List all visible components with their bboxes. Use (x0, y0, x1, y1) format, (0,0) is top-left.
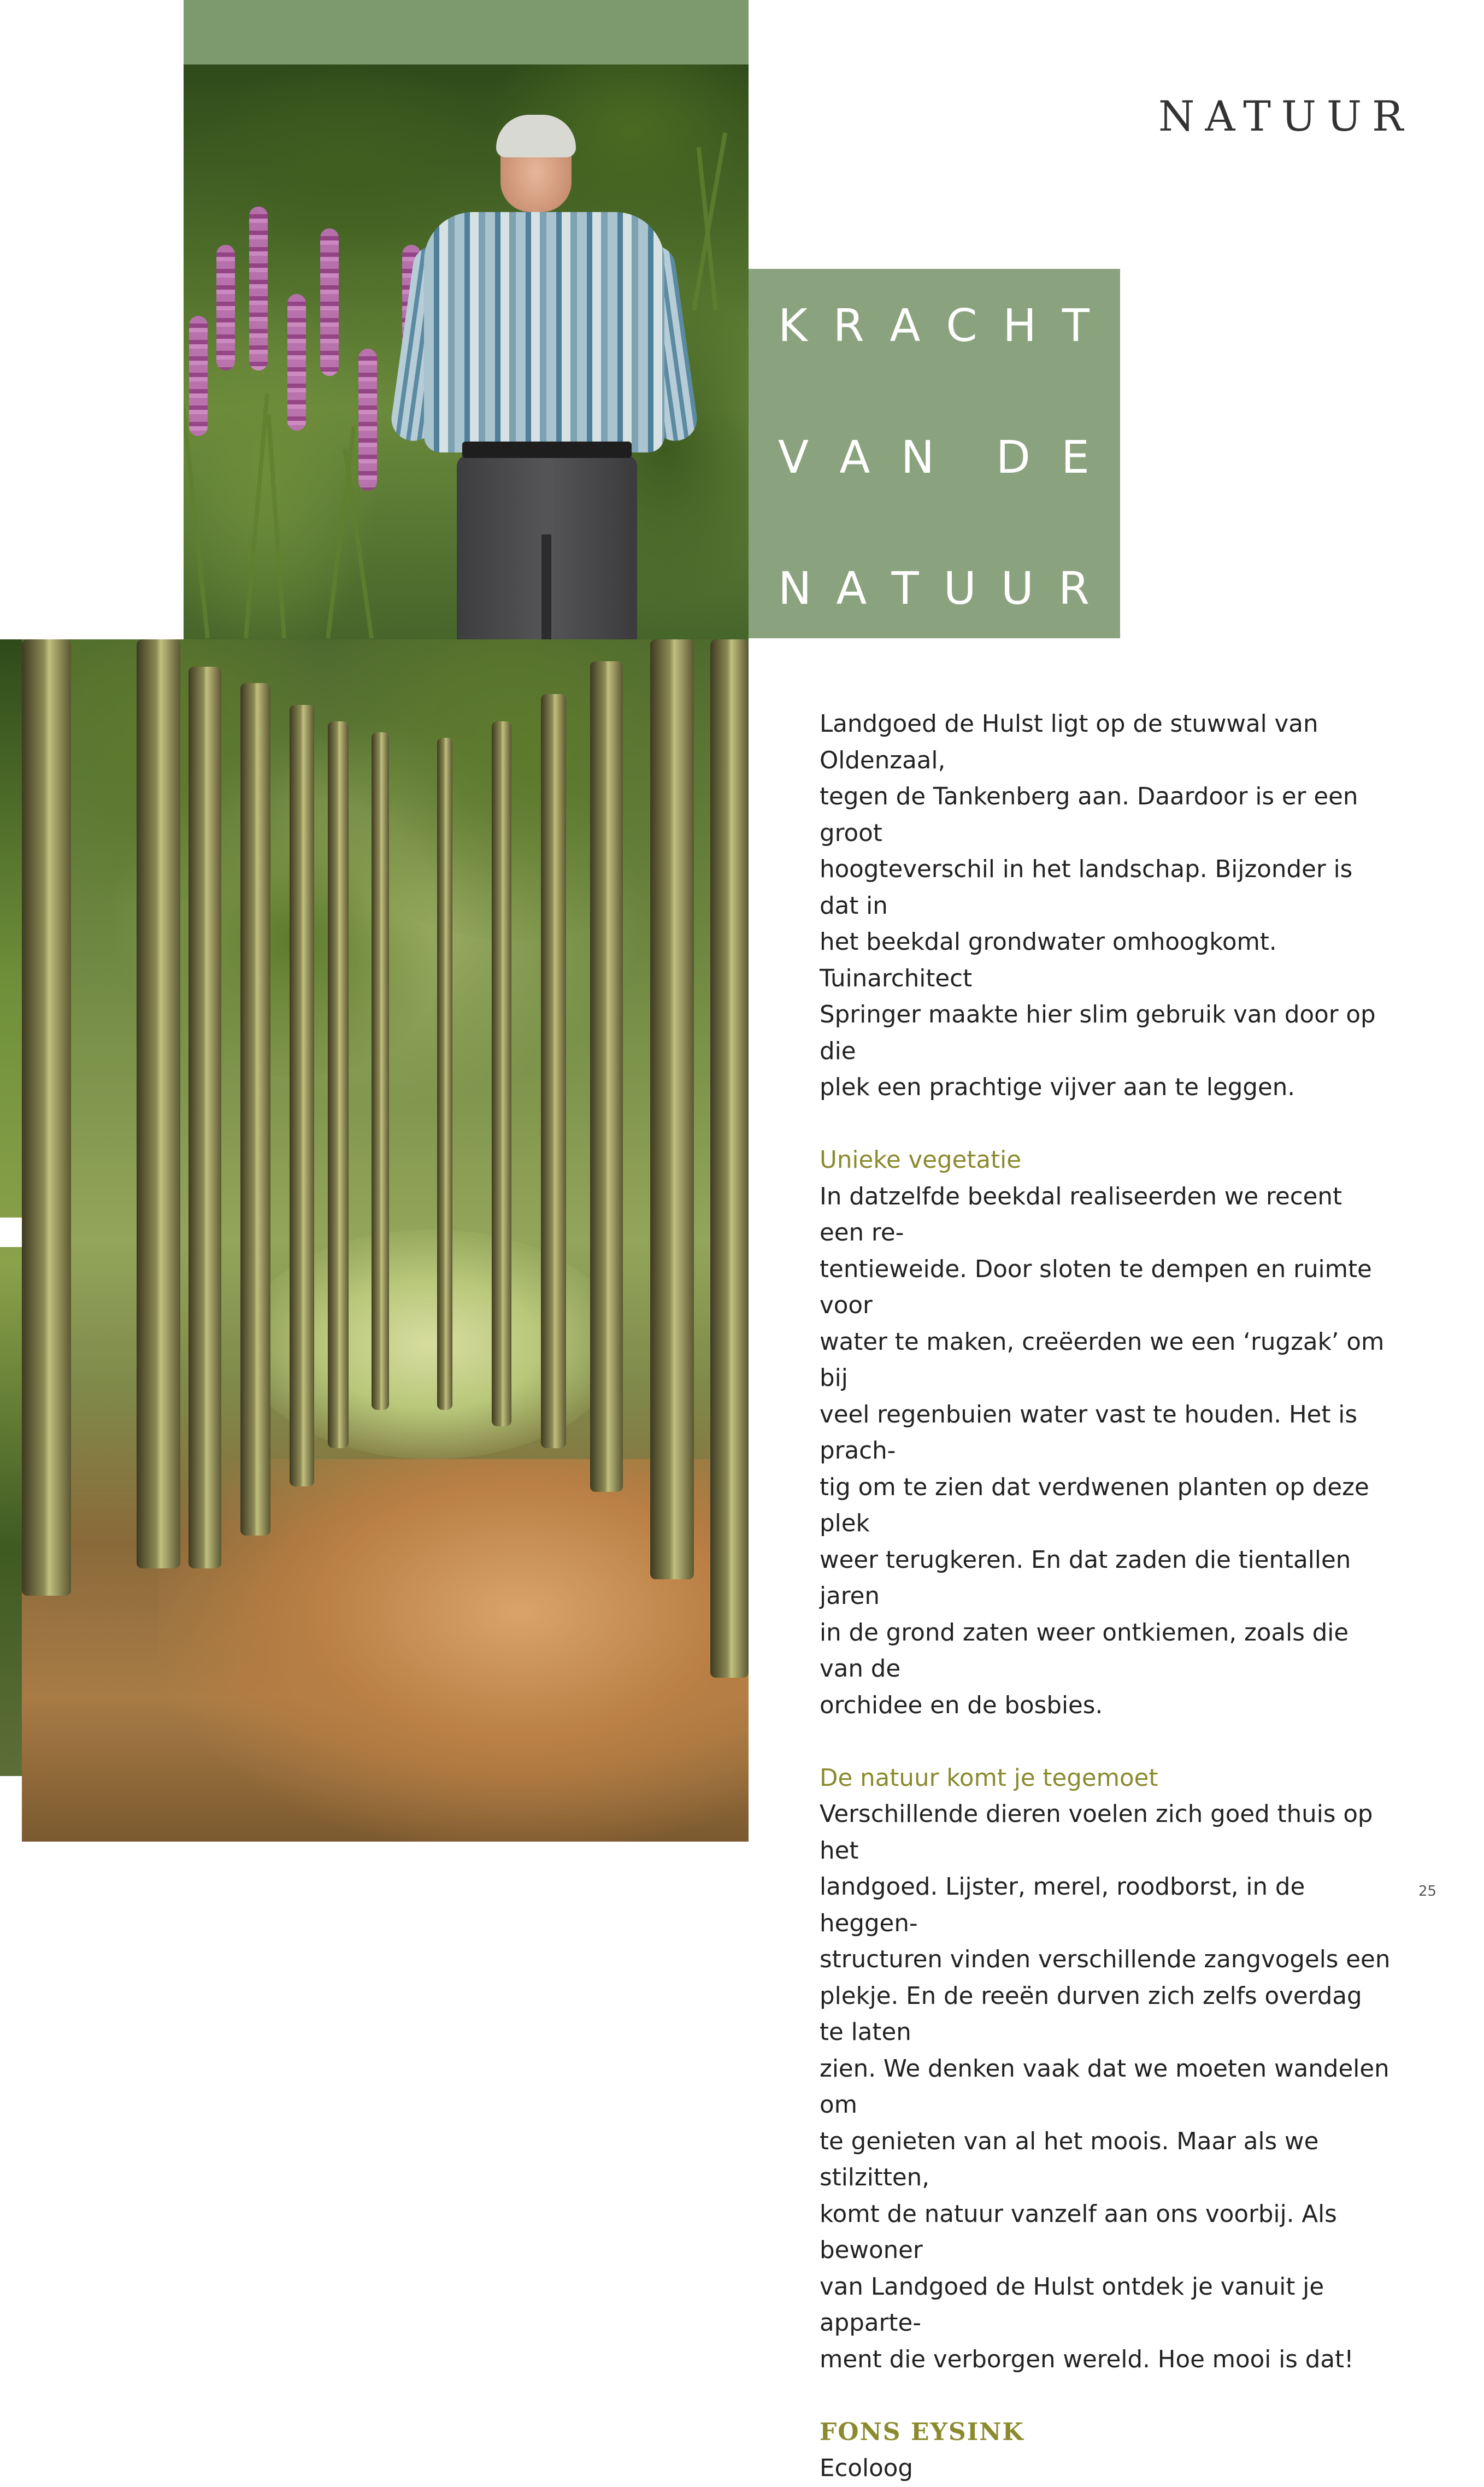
text-line: zien. We denken vaak dat we moeten wandelen om (820, 2055, 1389, 2119)
title-letter: T (1062, 300, 1090, 352)
tree-trunk (541, 694, 566, 1448)
section-label: NATUUR (1158, 92, 1414, 140)
title-letter: R (833, 300, 864, 352)
person-shirt (424, 212, 664, 452)
tree-trunk (650, 639, 694, 1579)
tree-trunk (590, 661, 623, 1492)
title-box (749, 269, 1120, 638)
person-hair (496, 115, 576, 157)
text-line: te genieten van al het moois. Maar als we stilzitten, (820, 2127, 1319, 2191)
title-letter: N (778, 563, 812, 615)
text-line: hoogteverschil in het landschap. Bijzonder is dat in (820, 856, 1353, 920)
foxglove-flower (249, 207, 268, 371)
author-role: Ecoloog (820, 2455, 913, 2482)
text-line: water te maken, creëerden we een ‘rugzak’ om bij (820, 1328, 1385, 1392)
title-letter: K (778, 300, 808, 352)
text-line: In datzelfde beekdal realiseerden we recent een re- (820, 1183, 1342, 1247)
left-edge-photo (0, 639, 22, 1776)
title-letter: A (839, 432, 870, 484)
beech-lane-photo (22, 639, 749, 1842)
foxglove-flower (216, 245, 235, 371)
foxglove-flower (189, 316, 208, 436)
paragraph-gap (820, 2378, 1393, 2414)
article-body (820, 706, 1393, 2487)
page-number: 25 (1418, 1883, 1437, 1900)
tree-trunk (437, 738, 452, 1410)
title-letter: D (996, 432, 1030, 484)
subheading: De natuur komt je tegemoet (820, 1764, 1158, 1792)
title-letter: V (778, 432, 809, 484)
tree-trunk (137, 639, 180, 1568)
text-line: in de grond zaten weer ontkiemen, zoals die van de (820, 1619, 1349, 1683)
title-letter: C (946, 300, 977, 352)
portrait-photo (184, 64, 749, 639)
tree-trunk (22, 639, 71, 1596)
text-line: komt de natuur vanzelf aan ons voorbij. Als bewoner (820, 2200, 1337, 2264)
text-line: tegen de Tankenberg aan. Daardoor is er een groot (820, 783, 1358, 847)
text-line: Verschillende dieren voelen zich goed thuis op het (820, 1801, 1373, 1865)
person-belt (462, 442, 632, 458)
title-line-1 (778, 300, 1090, 352)
tree-trunk (492, 721, 511, 1426)
author-name: FONS EYSINK (820, 2418, 1024, 2446)
left-edge-gap (0, 1218, 22, 1247)
grass-blade (326, 426, 356, 638)
title-letter: N (900, 432, 935, 484)
grass-blade (266, 415, 286, 639)
title-letter: U (1000, 563, 1034, 615)
paragraph-gap (820, 1724, 1393, 1760)
top-color-strip (184, 0, 749, 64)
text-line: structuren vinden verschillende zangvogels een (820, 1946, 1391, 1973)
title-letter: E (1061, 432, 1090, 484)
text-line: landgoed. Lijster, merel, roodborst, in de heggen- (820, 1873, 1305, 1937)
title-letter: A (890, 300, 921, 352)
title-line-2 (778, 432, 1090, 484)
tree-trunk (240, 683, 270, 1536)
text-line: van Landgoed de Hulst ontdek je vanuit je apparte- (820, 2273, 1324, 2337)
title-line-3 (778, 563, 1090, 615)
text-line: weer terugkeren. En dat zaden die tientallen jaren (820, 1546, 1351, 1610)
grass-blade (184, 404, 210, 638)
foxglove-flower (287, 294, 306, 431)
text-line: tig om te zien dat verdwenen planten op deze plek (820, 1473, 1369, 1537)
person-trousers-gap (541, 534, 551, 639)
title-letter: A (836, 563, 867, 615)
paragraph-gap (820, 1106, 1393, 1143)
text-line: Springer maakte hier slim gebruik van door op die (820, 1001, 1376, 1065)
text-line: plekje. En de reeën durven zich zelfs overdag te laten (820, 1982, 1362, 2046)
title-letter: H (1003, 300, 1037, 352)
title-letter: R (1058, 563, 1090, 615)
subheading: Unieke vegetatie (820, 1147, 1021, 1174)
tree-trunk (372, 732, 389, 1410)
text-line: het beekdal grondwater omhoogkomt. Tuinarchitect (820, 928, 1277, 992)
text-line: plek een prachtige vijver aan te leggen. (820, 1074, 1295, 1101)
tree-trunk (189, 667, 221, 1568)
foxglove-flower (320, 228, 339, 376)
grass-blade (244, 393, 269, 638)
tree-trunk (710, 639, 749, 1678)
text-line: ment die verborgen wereld. Hoe mooi is dat! (820, 2345, 1354, 2373)
title-letter: T (891, 563, 919, 615)
text-line: Landgoed de Hulst ligt op de stuwwal van Oldenzaal, (820, 710, 1318, 774)
text-line: veel regenbuien water vast te houden. Het is prach- (820, 1401, 1358, 1465)
tree-trunk (328, 721, 349, 1448)
foxglove-flower (358, 349, 377, 491)
text-line: orchidee en de bosbies. (820, 1691, 1103, 1719)
grass-blade (692, 132, 727, 310)
tree-trunk (290, 705, 314, 1486)
text-line: tentieweide. Door sloten te dempen en ruimte voor (820, 1255, 1372, 1319)
title-letter: U (943, 563, 976, 615)
